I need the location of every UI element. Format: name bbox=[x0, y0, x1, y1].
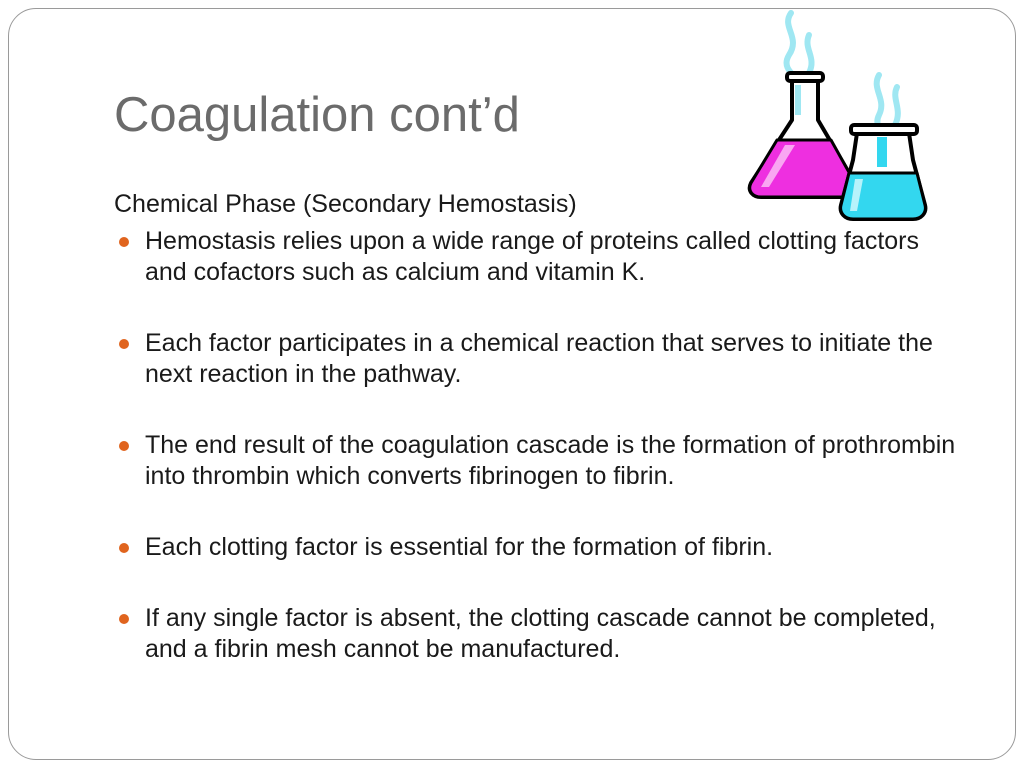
bullet-text: Hemostasis relies upon a wide range of proteins called clotting factors and cofactors such as calcium and vitamin K. bbox=[145, 227, 920, 286]
bullet-item bbox=[114, 532, 964, 563]
bullet-item bbox=[114, 328, 964, 390]
bullet-item bbox=[114, 603, 964, 665]
magenta-flask-icon bbox=[750, 73, 857, 197]
bullet-list bbox=[114, 226, 964, 665]
slide bbox=[8, 8, 1016, 760]
bullet-text: Each clotting factor is essential for the formation of fibrin. bbox=[145, 533, 774, 561]
bullet-item bbox=[114, 430, 964, 492]
bullet-dot-icon bbox=[119, 543, 129, 553]
bullet-text: Each factor participates in a chemical reaction that serves to initiate the next reaction in the pathway. bbox=[145, 329, 933, 388]
bullet-dot-icon bbox=[119, 237, 129, 247]
slide-subheading: Chemical Phase (Secondary Hemostasis) bbox=[114, 190, 577, 218]
bullet-dot-icon bbox=[119, 441, 129, 451]
bullet-text: If any single factor is absent, the clotting cascade cannot be completed, and a fibrin mesh cannot be manufactured. bbox=[145, 604, 936, 663]
bullet-dot-icon bbox=[119, 339, 129, 349]
bullet-text: The end result of the coagulation cascade is the formation of prothrombin into thrombin which converts fibrinogen to fibrin. bbox=[145, 431, 956, 490]
bullet-item bbox=[114, 226, 964, 288]
slide-body bbox=[114, 189, 964, 665]
slide-title: Coagulation cont’d bbox=[114, 88, 520, 142]
bullet-dot-icon bbox=[119, 614, 129, 624]
